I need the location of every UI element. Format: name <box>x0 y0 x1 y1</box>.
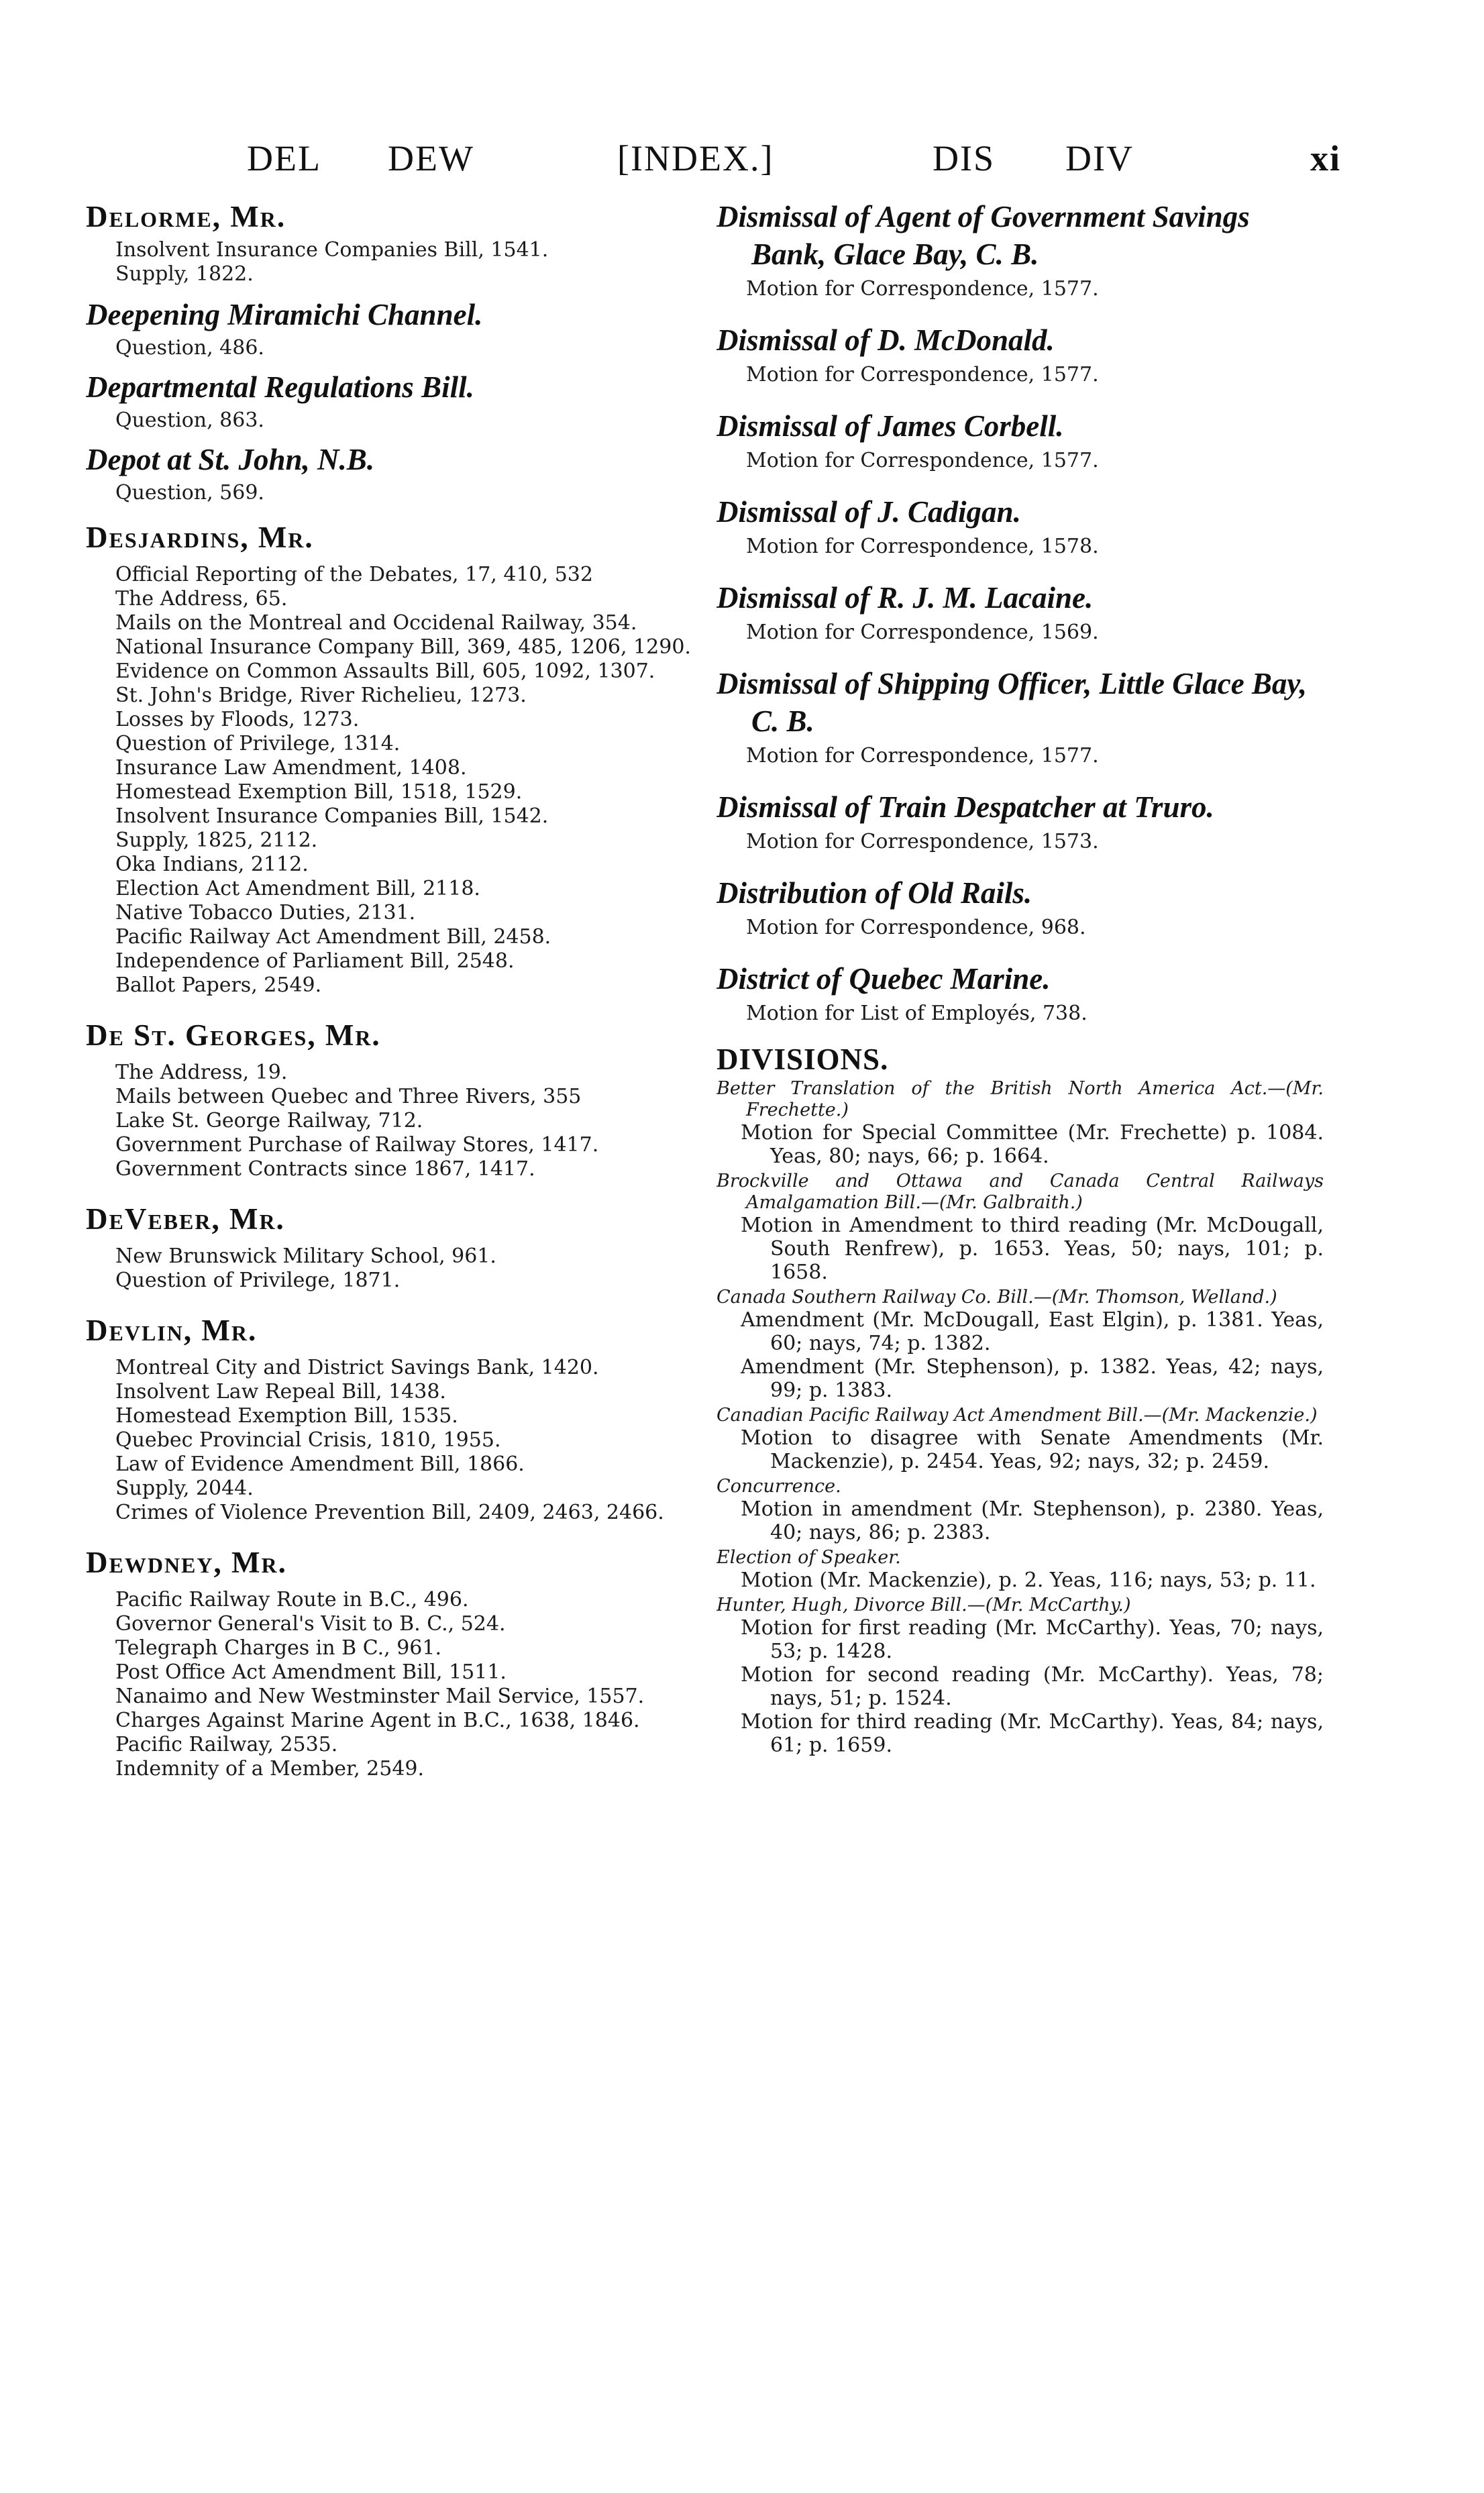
divisions-section <box>717 1041 1324 1757</box>
index-entry <box>717 321 1324 387</box>
division-vote: Motion for first reading (Mr. McCarthy). Yeas, 70; nays, 53; p. 1428. <box>741 1616 1324 1663</box>
reference-item: Supply, 1822. <box>115 262 254 286</box>
index-entry <box>717 788 1324 854</box>
reference-item: Telegraph Charges in B C., 961. <box>115 1636 441 1660</box>
member-name-heading: Desjardins, Mr. <box>86 521 314 554</box>
member-name-heading: DeVeber, Mr. <box>86 1202 285 1236</box>
reference-list <box>86 1356 693 1525</box>
index-entry <box>86 296 693 360</box>
subject-heading: Dismissal of James Corbell. <box>717 409 1064 443</box>
reference-item: Pacific Railway Act Amendment Bill, 2458. <box>115 925 551 949</box>
reference-item: Governor General's Visit to B. C., 524. <box>115 1612 506 1636</box>
division-topic: Better Translation of the British North America Act.—(Mr. Frechette.) <box>717 1078 1324 1120</box>
reference-item: Motion for Correspondence, 1573. <box>746 830 1099 853</box>
division-vote: Motion in Amendment to third reading (Mr. McDougall, South Renfrew), p. 1653. Yeas, 50; nays, 101; p. 1658. <box>741 1214 1324 1284</box>
index-entry <box>717 198 1324 301</box>
reference-list <box>86 1244 693 1293</box>
reference-list <box>717 363 1324 387</box>
division-topic: Concurrence. <box>717 1476 841 1497</box>
reference-item: Motion for Correspondence, 1577. <box>746 363 1099 386</box>
reference-item: Question, 486. <box>115 336 264 360</box>
subject-heading: Dismissal of D. McDonald. <box>717 323 1055 357</box>
reference-item: Insolvent Law Repeal Bill, 1438. <box>115 1380 446 1403</box>
reference-item: Independence of Parliament Bill, 2548. <box>115 949 515 973</box>
division-item <box>717 1171 1324 1284</box>
reference-list <box>717 535 1324 559</box>
division-vote: Amendment (Mr. Stephenson), p. 1382. Yeas, 42; nays, 99; p. 1383. <box>741 1355 1324 1402</box>
subject-heading: Deepening Miramichi Channel. <box>86 298 483 331</box>
reference-item: Post Office Act Amendment Bill, 1511. <box>115 1660 507 1684</box>
reference-item: New Brunswick Military School, 961. <box>115 1244 496 1268</box>
division-topic: Canada Southern Railway Co. Bill.—(Mr. Thomson, Welland.) <box>717 1287 1277 1308</box>
reference-item: Supply, 2044. <box>115 1477 254 1500</box>
reference-item: Insurance Law Amendment, 1408. <box>115 756 467 780</box>
reference-item: Question, 569. <box>115 481 264 505</box>
reference-item: The Address, 65. <box>115 587 288 611</box>
division-vote: Motion for second reading (Mr. McCarthy). Yeas, 78; nays, 51; p. 1524. <box>741 1663 1324 1710</box>
division-vote: Motion for third reading (Mr. McCarthy). Yeas, 84; nays, 61; p. 1659. <box>741 1710 1324 1757</box>
index-entry <box>86 441 693 505</box>
reference-item: Law of Evidence Amendment Bill, 1866. <box>115 1452 525 1476</box>
index-entry <box>717 960 1324 1026</box>
reference-item: Quebec Provincial Crisis, 1810, 1955. <box>115 1428 501 1452</box>
division-item <box>717 1476 1324 1544</box>
subject-heading: Depot at St. John, N.B. <box>86 443 375 476</box>
reference-list <box>86 238 693 286</box>
reference-item: Lake St. George Railway, 712. <box>115 1109 423 1132</box>
division-vote: Motion in amendment (Mr. Stephenson), p. 2380. Yeas, 40; nays, 86; p. 2383. <box>741 1497 1324 1544</box>
member-name-heading: Delorme, Mr. <box>86 200 286 233</box>
page-number: xi <box>1310 138 1342 178</box>
division-item <box>717 1287 1324 1402</box>
reference-list <box>86 563 693 998</box>
reference-item: Motion for Correspondence, 1577. <box>746 449 1099 472</box>
reference-item: Oka Indians, 2112. <box>115 853 309 876</box>
index-entry <box>717 407 1324 473</box>
division-topic: Hunter, Hugh, Divorce Bill.—(Mr. McCarthy.) <box>717 1595 1131 1615</box>
index-entry <box>717 493 1324 559</box>
reference-item: Nanaimo and New Westminster Mail Service, 1557. <box>115 1685 645 1708</box>
reference-item: Pacific Railway Route in B.C., 496. <box>115 1588 469 1611</box>
division-topic: Brockville and Ottawa and Canada Central Railways Amalgamation Bill.—(Mr. Galbraith.) <box>717 1171 1324 1213</box>
running-head-right-second: DIV <box>1065 138 1134 178</box>
reference-list <box>717 621 1324 645</box>
division-topic: Canadian Pacific Railway Act Amendment Bill.—(Mr. Mackenzie.) <box>717 1405 1318 1426</box>
division-vote: Motion for Special Committee (Mr. Frechette) p. 1084. Yeas, 80; nays, 66; p. 1664. <box>741 1121 1324 1168</box>
reference-list <box>717 449 1324 473</box>
subject-heading: Departmental Regulations Bill. <box>86 370 474 404</box>
running-head-left-second: DEW <box>388 138 474 178</box>
reference-item: Native Tobacco Duties, 2131. <box>115 901 416 924</box>
right-entries <box>717 198 1324 1026</box>
reference-list <box>717 1002 1324 1026</box>
reference-item: The Address, 19. <box>115 1061 288 1084</box>
reference-item: Question of Privilege, 1314. <box>115 732 401 755</box>
reference-item: Homestead Exemption Bill, 1518, 1529. <box>115 780 523 804</box>
reference-list <box>86 1588 693 1781</box>
division-item <box>717 1405 1324 1473</box>
reference-item: Motion for List of Employés, 738. <box>746 1002 1088 1025</box>
index-entry <box>86 1312 693 1525</box>
reference-list <box>86 1061 693 1181</box>
member-name-heading: Devlin, Mr. <box>86 1314 258 1347</box>
reference-item: Evidence on Common Assaults Bill, 605, 1092, 1307. <box>115 659 655 683</box>
reference-item: Government Contracts since 1867, 1417. <box>115 1157 535 1181</box>
right-column <box>717 198 1324 2445</box>
reference-list <box>86 481 693 505</box>
divisions-list <box>717 1078 1324 1757</box>
reference-list <box>717 916 1324 940</box>
reference-item: Homestead Exemption Bill, 1535. <box>115 1404 458 1428</box>
running-head-left-first: DEL <box>247 138 321 178</box>
subject-heading: Dismissal of Agent of Government Savings Bank, Glace Bay, C. B. <box>717 200 1250 271</box>
index-entry <box>86 1544 693 1781</box>
reference-item: Government Purchase of Railway Stores, 1417. <box>115 1133 599 1157</box>
subject-heading: Dismissal of R. J. M. Lacaine. <box>717 581 1094 615</box>
reference-item: Charges Against Marine Agent in B.C., 1638, 1846. <box>115 1709 640 1732</box>
reference-item: Mails between Quebec and Three Rivers, 355 <box>115 1085 582 1108</box>
subject-heading: Dismissal of Shipping Officer, Little Glace Bay, C. B. <box>717 667 1307 738</box>
running-head <box>0 138 1484 191</box>
reference-item: Insolvent Insurance Companies Bill, 1542. <box>115 804 549 828</box>
reference-list <box>717 830 1324 854</box>
reference-item: Motion for Correspondence, 1569. <box>746 621 1099 644</box>
reference-item: Losses by Floods, 1273. <box>115 708 360 731</box>
index-entry <box>86 519 693 998</box>
divisions-heading: DIVISIONS. <box>717 1043 889 1076</box>
reference-item: Election Act Amendment Bill, 2118. <box>115 877 480 900</box>
subject-heading: Distribution of Old Rails. <box>717 876 1032 910</box>
reference-item: Insolvent Insurance Companies Bill, 1541. <box>115 238 549 262</box>
division-item <box>717 1078 1324 1168</box>
division-item <box>717 1595 1324 1757</box>
reference-item: Question of Privilege, 1871. <box>115 1269 401 1292</box>
reference-list <box>86 336 693 360</box>
reference-item: National Insurance Company Bill, 369, 485, 1206, 1290. <box>115 635 691 659</box>
reference-item: Question, 863. <box>115 409 264 432</box>
left-column <box>86 198 693 2445</box>
reference-list <box>717 277 1324 301</box>
reference-item: Ballot Papers, 2549. <box>115 973 322 997</box>
subject-heading: Dismissal of Train Despatcher at Truro. <box>717 790 1214 824</box>
reference-item: Motion for Correspondence, 968. <box>746 916 1086 939</box>
index-entry <box>86 368 693 433</box>
reference-list <box>86 409 693 433</box>
division-item <box>717 1547 1324 1592</box>
reference-item: Supply, 1825, 2112. <box>115 829 318 852</box>
index-entry <box>86 1200 693 1293</box>
reference-item: Motion for Correspondence, 1578. <box>746 535 1099 558</box>
reference-item: Official Reporting of the Debates, 17, 410, 532 <box>115 563 593 586</box>
index-entry <box>86 198 693 286</box>
reference-item: St. John's Bridge, River Richelieu, 1273. <box>115 684 527 707</box>
reference-list <box>717 744 1324 768</box>
member-name-heading: Dewdney, Mr. <box>86 1546 287 1579</box>
reference-item: Indemnity of a Member, 2549. <box>115 1757 425 1781</box>
index-entry <box>86 1016 693 1181</box>
reference-item: Motion for Correspondence, 1577. <box>746 277 1099 301</box>
reference-item: Crimes of Violence Prevention Bill, 2409, 2463, 2466. <box>115 1501 664 1524</box>
index-entry <box>717 874 1324 940</box>
division-vote: Amendment (Mr. McDougall, East Elgin), p. 1381. Yeas, 60; nays, 74; p. 1382. <box>741 1308 1324 1355</box>
division-vote: Motion (Mr. Mackenzie), p. 2. Yeas, 116; nays, 53; p. 11. <box>741 1569 1316 1592</box>
subject-heading: District of Quebec Marine. <box>717 962 1051 996</box>
reference-item: Montreal City and District Savings Bank, 1420. <box>115 1356 599 1379</box>
index-entry <box>717 665 1324 768</box>
reference-item: Mails on the Montreal and Occidenal Railway, 354. <box>115 611 637 635</box>
running-head-right-first: DIS <box>933 138 996 178</box>
reference-item: Motion for Correspondence, 1577. <box>746 744 1099 767</box>
division-vote: Motion to disagree with Senate Amendments (Mr. Mackenzie), p. 2454. Yeas, 92; nays, 32; p. 2459. <box>741 1426 1324 1473</box>
reference-item: Pacific Railway, 2535. <box>115 1733 338 1756</box>
index-entry <box>717 579 1324 645</box>
member-name-heading: De St. Georges, Mr. <box>86 1018 381 1052</box>
subject-heading: Dismissal of J. Cadigan. <box>717 495 1021 529</box>
running-head-center: [INDEX.] <box>617 138 774 178</box>
division-topic: Election of Speaker. <box>717 1547 901 1568</box>
